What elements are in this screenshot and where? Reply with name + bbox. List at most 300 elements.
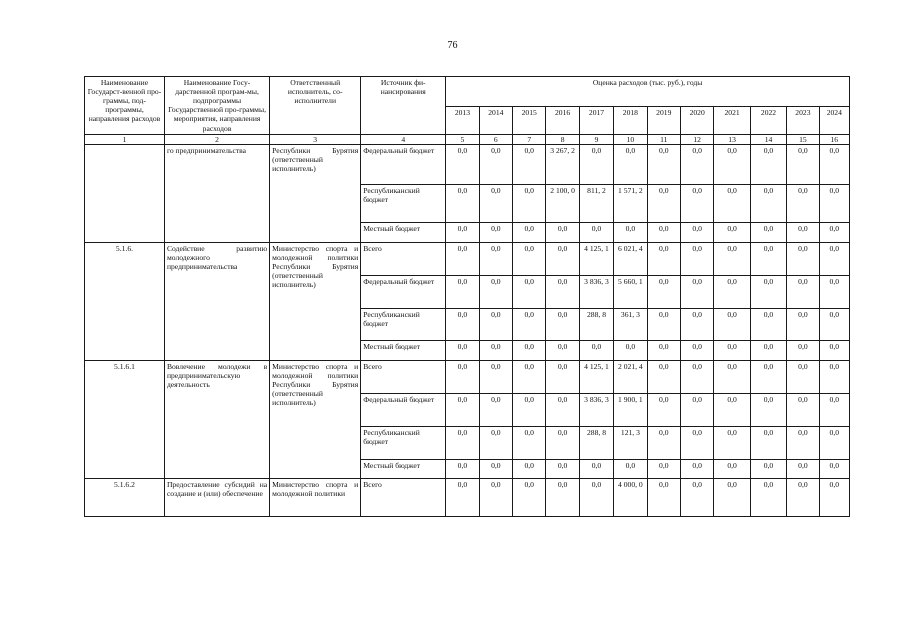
value-cell xyxy=(614,426,647,459)
value-cell xyxy=(513,426,546,459)
value-cell xyxy=(647,478,680,516)
value-text: 0,0 xyxy=(659,276,669,286)
funding-source: Всего xyxy=(361,478,446,516)
value-cell xyxy=(546,275,579,308)
value-text: 0,0 xyxy=(491,361,501,371)
value-cell xyxy=(579,184,613,222)
table-row xyxy=(85,478,850,516)
value-cell xyxy=(479,478,512,516)
value-cell xyxy=(479,144,512,184)
value-cell xyxy=(513,275,546,308)
value-text: 0,0 xyxy=(727,460,737,470)
value-cell xyxy=(647,242,680,275)
value-text: 0,0 xyxy=(763,460,774,470)
value-text: 0,0 xyxy=(692,460,702,470)
value-text: 0,0 xyxy=(524,394,534,404)
value-cell xyxy=(680,478,713,516)
funding-source: Местный бюджет xyxy=(361,459,446,478)
value-cell xyxy=(513,222,546,242)
value-cell xyxy=(513,360,546,393)
row-code: 5.1.6.1 xyxy=(85,360,165,478)
value-cell xyxy=(513,184,546,222)
value-cell xyxy=(680,426,713,459)
column-number: 1 xyxy=(85,134,165,144)
value-cell xyxy=(750,144,786,184)
column-number-row xyxy=(85,134,850,144)
value-cell xyxy=(513,340,546,360)
executor-name: Республики Бурятия (ответственный исполнитель) xyxy=(270,144,361,242)
value-text: 0,0 xyxy=(763,243,774,253)
value-cell xyxy=(714,242,750,275)
value-cell xyxy=(819,340,849,360)
value-text: 0,0 xyxy=(829,243,840,253)
value-text: 0,0 xyxy=(727,276,737,286)
value-cell xyxy=(579,478,613,516)
value-text: 0,0 xyxy=(798,276,808,286)
value-cell xyxy=(479,426,512,459)
value-cell xyxy=(579,275,613,308)
value-text: 0,0 xyxy=(763,276,774,286)
table-row xyxy=(85,144,850,184)
value-cell xyxy=(513,144,546,184)
row-code xyxy=(85,144,165,242)
value-text: 0,0 xyxy=(692,361,702,371)
value-text: 0,0 xyxy=(692,145,702,155)
activity-name: Вовлечение молодежи в предпринимательскую деятельность xyxy=(164,360,269,478)
value-cell xyxy=(647,393,680,426)
value-text: 0,0 xyxy=(829,427,840,437)
column-number: 5 xyxy=(446,134,479,144)
value-text: 0,0 xyxy=(692,243,702,253)
value-cell xyxy=(787,360,819,393)
value-cell xyxy=(714,340,750,360)
funding-source: Федеральный бюджет xyxy=(361,275,446,308)
value-cell xyxy=(750,478,786,516)
value-cell xyxy=(446,144,479,184)
value-cell xyxy=(680,360,713,393)
value-cell xyxy=(819,275,849,308)
value-cell xyxy=(513,308,546,340)
year-header: 2024 xyxy=(819,107,849,134)
value-text: 0,0 xyxy=(829,394,840,404)
executor-name: Министерство спорта и молодежной политики Республики Бурятия (ответственный исполнитель) xyxy=(270,360,361,478)
value-cell xyxy=(787,426,819,459)
value-cell xyxy=(819,459,849,478)
value-text: 0,0 xyxy=(491,185,501,195)
value-text: 3 267, 2 xyxy=(550,145,575,155)
value-cell xyxy=(680,242,713,275)
funding-source: Республиканский бюджет xyxy=(361,426,446,459)
value-text: 0,0 xyxy=(798,394,808,404)
value-cell xyxy=(647,360,680,393)
value-cell xyxy=(819,308,849,340)
value-text: 0,0 xyxy=(524,223,534,233)
value-cell xyxy=(546,360,579,393)
value-text: 0,0 xyxy=(625,145,636,155)
funding-source: Республиканский бюджет xyxy=(361,184,446,222)
value-cell xyxy=(750,308,786,340)
value-text: 0,0 xyxy=(524,361,534,371)
value-text: 3 836, 3 xyxy=(584,394,609,404)
value-cell xyxy=(787,242,819,275)
value-cell xyxy=(714,360,750,393)
value-cell xyxy=(647,144,680,184)
value-text: 0,0 xyxy=(659,394,669,404)
year-header: 2021 xyxy=(714,107,750,134)
value-text: 6 021, 4 xyxy=(618,243,643,253)
value-text: 4 125, 1 xyxy=(584,243,609,253)
value-cell xyxy=(714,275,750,308)
value-cell xyxy=(819,242,849,275)
value-text: 0,0 xyxy=(763,341,774,351)
value-cell xyxy=(614,275,647,308)
value-cell xyxy=(647,275,680,308)
value-cell xyxy=(680,340,713,360)
value-cell xyxy=(787,275,819,308)
column-number: 2 xyxy=(164,134,269,144)
value-text: 0,0 xyxy=(557,479,568,489)
value-text: 0,0 xyxy=(557,361,568,371)
column-number: 15 xyxy=(787,134,819,144)
value-cell xyxy=(787,222,819,242)
value-cell xyxy=(446,478,479,516)
value-text: 0,0 xyxy=(625,341,636,351)
executor-name: Министерство спорта и молодежной политики xyxy=(270,478,361,516)
value-text: 0,0 xyxy=(692,341,702,351)
value-text: 0,0 xyxy=(457,185,468,195)
column-number: 7 xyxy=(513,134,546,144)
value-cell xyxy=(546,393,579,426)
value-text: 0,0 xyxy=(524,427,534,437)
header-row xyxy=(85,77,850,107)
value-text: 0,0 xyxy=(798,243,808,253)
year-header: 2014 xyxy=(479,107,512,134)
value-text: 0,0 xyxy=(457,243,468,253)
value-text: 0,0 xyxy=(727,427,737,437)
value-text: 0,0 xyxy=(659,427,669,437)
table-body xyxy=(85,144,850,516)
header-estimate: Оценка расходов (тыс. руб.), годы xyxy=(446,77,850,107)
value-text: 0,0 xyxy=(829,341,840,351)
value-cell xyxy=(614,222,647,242)
value-text: 0,0 xyxy=(829,276,840,286)
column-number: 9 xyxy=(579,134,613,144)
value-text: 0,0 xyxy=(457,309,468,319)
column-number: 8 xyxy=(546,134,579,144)
value-cell xyxy=(614,184,647,222)
value-text: 0,0 xyxy=(659,145,669,155)
value-text: 0,0 xyxy=(727,243,737,253)
header-executor: Ответственный исполнитель, со-исполнители xyxy=(270,77,361,135)
value-text: 0,0 xyxy=(659,223,669,233)
value-cell xyxy=(787,459,819,478)
value-text: 0,0 xyxy=(829,361,840,371)
column-number: 13 xyxy=(714,134,750,144)
value-cell xyxy=(479,242,512,275)
year-header: 2019 xyxy=(647,107,680,134)
funding-source: Федеральный бюджет xyxy=(361,144,446,184)
value-cell xyxy=(446,459,479,478)
value-text: 0,0 xyxy=(727,223,737,233)
value-cell xyxy=(819,393,849,426)
value-cell xyxy=(750,242,786,275)
year-header: 2023 xyxy=(787,107,819,134)
value-text: 0,0 xyxy=(557,427,568,437)
column-number: 4 xyxy=(361,134,446,144)
value-cell xyxy=(750,360,786,393)
value-cell xyxy=(546,144,579,184)
value-cell xyxy=(714,308,750,340)
funding-source: Всего xyxy=(361,360,446,393)
value-cell xyxy=(446,184,479,222)
value-cell xyxy=(579,144,613,184)
value-text: 0,0 xyxy=(457,460,468,470)
value-cell xyxy=(479,393,512,426)
value-cell xyxy=(680,222,713,242)
value-cell xyxy=(819,478,849,516)
value-text: 0,0 xyxy=(763,479,774,489)
value-cell xyxy=(479,184,512,222)
value-text: 0,0 xyxy=(491,341,501,351)
value-cell xyxy=(614,393,647,426)
value-cell xyxy=(750,222,786,242)
value-text: 0,0 xyxy=(557,394,568,404)
value-cell xyxy=(750,340,786,360)
activity-name: Содействие развитию молодежного предпринимательства xyxy=(164,242,269,360)
value-cell xyxy=(750,426,786,459)
value-text: 0,0 xyxy=(625,223,636,233)
value-text: 0,0 xyxy=(491,460,501,470)
value-cell xyxy=(479,275,512,308)
value-text: 0,0 xyxy=(798,479,808,489)
value-cell xyxy=(614,478,647,516)
executor-name: Министерство спорта и молодежной политики Республики Бурятия (ответственный исполнитель) xyxy=(270,242,361,360)
value-text: 0,0 xyxy=(763,309,774,319)
value-cell xyxy=(579,360,613,393)
value-cell xyxy=(614,459,647,478)
value-text: 0,0 xyxy=(798,185,808,195)
value-cell xyxy=(787,393,819,426)
value-text: 361, 3 xyxy=(620,309,640,319)
value-cell xyxy=(546,222,579,242)
value-text: 2 100, 0 xyxy=(550,185,575,195)
value-cell xyxy=(714,222,750,242)
table-row xyxy=(85,360,850,393)
activity-name: Предоставление субсидий на создание и (или) обеспечение xyxy=(164,478,269,516)
value-text: 4 125, 1 xyxy=(584,361,609,371)
row-code: 5.1.6. xyxy=(85,242,165,360)
value-cell xyxy=(819,426,849,459)
year-header: 2020 xyxy=(680,107,713,134)
value-cell xyxy=(647,222,680,242)
value-text: 0,0 xyxy=(591,145,602,155)
value-cell xyxy=(680,393,713,426)
value-cell xyxy=(614,308,647,340)
value-text: 0,0 xyxy=(798,223,808,233)
value-text: 0,0 xyxy=(763,361,774,371)
value-text: 0,0 xyxy=(491,223,501,233)
value-cell xyxy=(750,393,786,426)
year-header: 2022 xyxy=(750,107,786,134)
value-text: 0,0 xyxy=(763,394,774,404)
value-cell xyxy=(479,360,512,393)
value-cell xyxy=(714,393,750,426)
value-text: 0,0 xyxy=(524,243,534,253)
value-cell xyxy=(546,459,579,478)
value-cell xyxy=(446,242,479,275)
column-number: 10 xyxy=(614,134,647,144)
value-text: 0,0 xyxy=(659,479,669,489)
value-cell xyxy=(579,459,613,478)
value-cell xyxy=(787,144,819,184)
value-text: 288, 8 xyxy=(587,309,606,319)
year-header: 2018 xyxy=(614,107,647,134)
value-text: 0,0 xyxy=(557,223,568,233)
value-text: 0,0 xyxy=(591,479,602,489)
value-cell xyxy=(647,426,680,459)
column-number: 3 xyxy=(270,134,361,144)
value-text: 0,0 xyxy=(491,145,501,155)
column-number: 16 xyxy=(819,134,849,144)
value-cell xyxy=(680,144,713,184)
value-cell xyxy=(579,426,613,459)
value-text: 0,0 xyxy=(798,460,808,470)
value-cell xyxy=(680,275,713,308)
value-text: 0,0 xyxy=(727,361,737,371)
value-cell xyxy=(479,222,512,242)
value-cell xyxy=(750,184,786,222)
value-text: 0,0 xyxy=(692,427,702,437)
value-text: 0,0 xyxy=(763,185,774,195)
value-cell xyxy=(787,184,819,222)
value-text: 0,0 xyxy=(659,341,669,351)
value-text: 0,0 xyxy=(457,223,468,233)
value-cell xyxy=(614,242,647,275)
value-cell xyxy=(579,308,613,340)
value-text: 0,0 xyxy=(557,460,568,470)
value-text: 0,0 xyxy=(591,341,602,351)
value-text: 0,0 xyxy=(524,479,534,489)
value-cell xyxy=(513,459,546,478)
value-cell xyxy=(546,340,579,360)
value-cell xyxy=(579,340,613,360)
year-header: 2017 xyxy=(579,107,613,134)
value-cell xyxy=(714,459,750,478)
value-cell xyxy=(819,144,849,184)
value-cell xyxy=(787,340,819,360)
value-cell xyxy=(546,478,579,516)
year-header: 2016 xyxy=(546,107,579,134)
table-row xyxy=(85,242,850,275)
value-text: 2 021, 4 xyxy=(618,361,643,371)
value-cell xyxy=(647,308,680,340)
value-text: 288, 8 xyxy=(587,427,606,437)
value-text: 0,0 xyxy=(692,394,702,404)
value-cell xyxy=(787,308,819,340)
value-text: 0,0 xyxy=(829,185,840,195)
value-text: 0,0 xyxy=(491,309,501,319)
value-cell xyxy=(446,393,479,426)
value-text: 0,0 xyxy=(625,460,636,470)
value-text: 1 900, 1 xyxy=(618,394,643,404)
value-cell xyxy=(479,308,512,340)
value-text: 0,0 xyxy=(692,276,702,286)
value-cell xyxy=(614,360,647,393)
funding-source: Местный бюджет xyxy=(361,340,446,360)
value-text: 0,0 xyxy=(692,309,702,319)
value-cell xyxy=(714,144,750,184)
value-text: 0,0 xyxy=(457,145,468,155)
value-text: 0,0 xyxy=(692,185,702,195)
value-text: 0,0 xyxy=(591,460,602,470)
value-text: 0,0 xyxy=(692,223,702,233)
value-text: 0,0 xyxy=(557,341,568,351)
header-code: Наименование Государст-венной про-граммы, под-программы, направления расходов xyxy=(85,77,165,135)
value-cell xyxy=(446,340,479,360)
value-text: 0,0 xyxy=(491,427,501,437)
value-text: 0,0 xyxy=(491,276,501,286)
value-text: 0,0 xyxy=(457,276,468,286)
value-text: 0,0 xyxy=(727,479,737,489)
value-text: 0,0 xyxy=(524,276,534,286)
header-source: Источник фи-нансирования xyxy=(361,77,446,135)
value-text: 0,0 xyxy=(659,309,669,319)
value-cell xyxy=(614,144,647,184)
value-cell xyxy=(647,184,680,222)
value-text: 0,0 xyxy=(591,223,602,233)
value-cell xyxy=(750,459,786,478)
value-text: 0,0 xyxy=(491,394,501,404)
value-cell xyxy=(614,340,647,360)
value-cell xyxy=(647,459,680,478)
value-cell xyxy=(446,360,479,393)
column-number: 12 xyxy=(680,134,713,144)
value-cell xyxy=(819,184,849,222)
funding-source: Федеральный бюджет xyxy=(361,393,446,426)
value-cell xyxy=(819,360,849,393)
activity-name: го предпринимательства xyxy=(164,144,269,242)
value-cell xyxy=(714,426,750,459)
value-text: 4 000, 0 xyxy=(618,479,643,489)
value-cell xyxy=(546,426,579,459)
value-text: 0,0 xyxy=(659,460,669,470)
value-cell xyxy=(546,242,579,275)
value-cell xyxy=(579,393,613,426)
value-cell xyxy=(446,308,479,340)
value-text: 0,0 xyxy=(457,341,468,351)
value-text: 0,0 xyxy=(798,341,808,351)
value-text: 0,0 xyxy=(557,276,568,286)
value-text: 0,0 xyxy=(727,309,737,319)
value-text: 0,0 xyxy=(829,479,840,489)
value-text: 3 836, 3 xyxy=(584,276,609,286)
value-cell xyxy=(513,393,546,426)
value-text: 0,0 xyxy=(557,243,568,253)
value-cell xyxy=(446,275,479,308)
value-cell xyxy=(680,459,713,478)
value-cell xyxy=(546,308,579,340)
column-number: 6 xyxy=(479,134,512,144)
value-cell xyxy=(819,222,849,242)
value-text: 0,0 xyxy=(727,394,737,404)
value-text: 0,0 xyxy=(524,309,534,319)
year-header: 2015 xyxy=(513,107,546,134)
value-text: 0,0 xyxy=(727,341,737,351)
funding-source: Местный бюджет xyxy=(361,222,446,242)
value-text: 0,0 xyxy=(763,427,774,437)
funding-source: Всего xyxy=(361,242,446,275)
value-text: 0,0 xyxy=(829,223,840,233)
